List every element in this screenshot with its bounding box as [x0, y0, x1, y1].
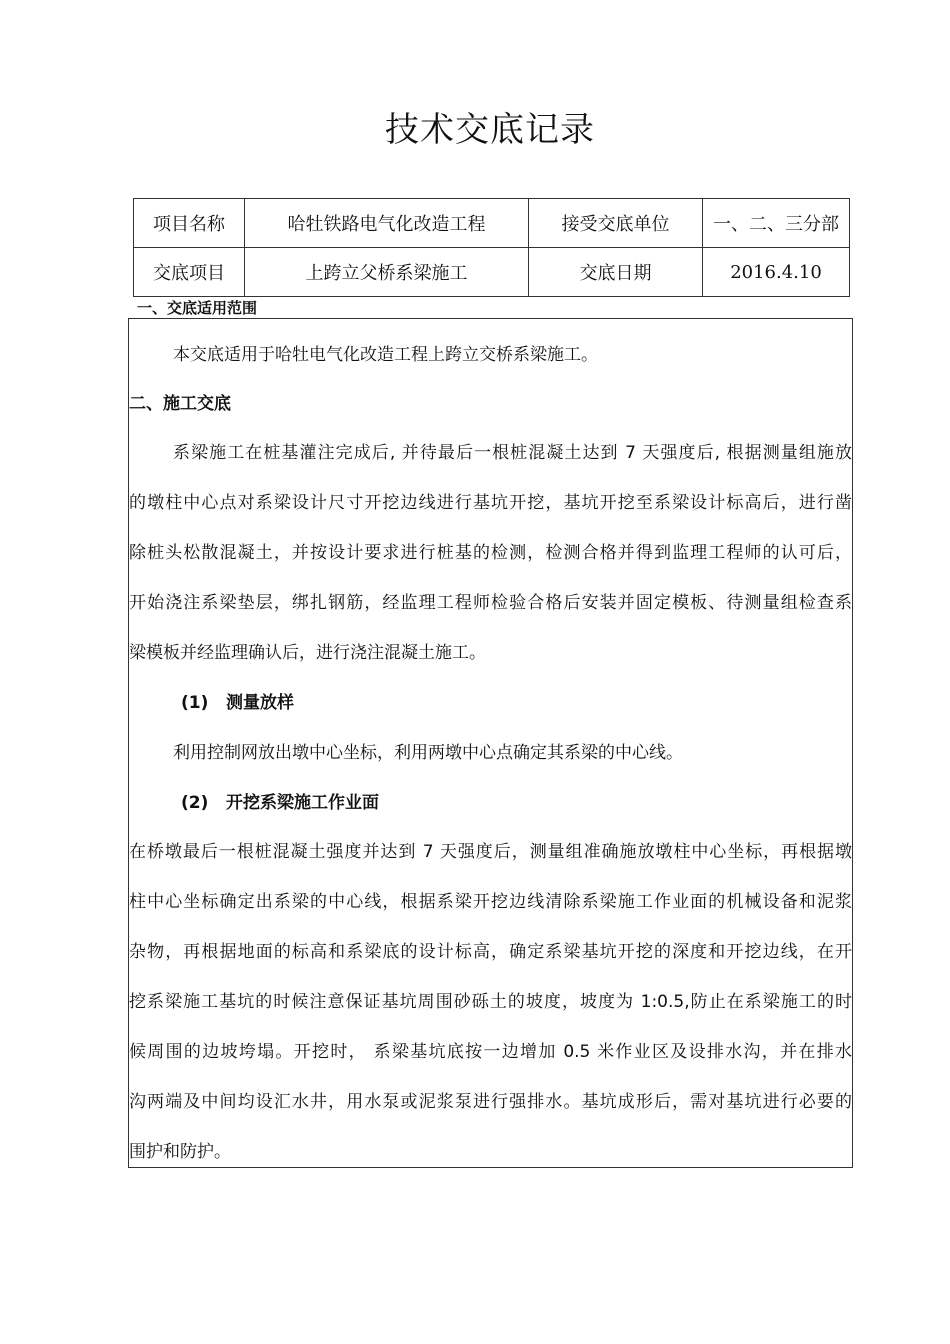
paragraph-line: 梁模板并经监理确认后，进行浇注混凝土施工。: [129, 643, 486, 663]
table-cell: 接受交底单位: [529, 199, 703, 248]
paragraph-survey: 利用控制网放出墩中心坐标，利用两墩中心点确定其系梁的中心线。: [173, 743, 683, 763]
table-cell: 哈牡铁路电气化改造工程: [245, 199, 529, 248]
paragraph-line: 沟两端及中间均设汇水井，用水泵或泥浆泵进行强排水。基坑成形后，需对基坑进行必要的: [129, 1092, 852, 1112]
paragraph-line: 柱中心坐标确定出系梁的中心线，根据系梁开挖边线清除系梁施工作业面的机械设备和泥浆: [129, 892, 852, 912]
paragraph-line: 开始浇注系梁垫层，绑扎钢筋，经监理工程师检验合格后安装并固定模板、待测量组检查系: [129, 593, 852, 613]
paragraph-line: 系梁施工在桩基灌注完成后, 并待最后一根桩混凝土达到 7 天强度后, 根据测量组施放: [173, 443, 852, 463]
paragraph-line: 候周围的边坡垮塌。开挖时， 系梁基坑底按一边增加 0.5 米作业区及设排水沟，并在排水: [129, 1042, 852, 1062]
paragraph-line: 挖系梁施工基坑的时候注意保证基坑周围砂砾土的坡度，坡度为 1:0.5,防止在系梁施工的时: [129, 992, 852, 1012]
table-cell: 一、二、三分部: [703, 199, 850, 248]
table-row: [134, 248, 850, 297]
document-title: 技术交底记录: [385, 110, 595, 150]
paragraph-line: 围护和防护。: [129, 1142, 231, 1162]
table-cell: 交底项目: [134, 248, 245, 297]
paragraph-line: 在桥墩最后一根桩混凝土强度并达到 7 天强度后，测量组准确施放墩柱中心坐标，再根据墩: [129, 842, 852, 862]
table-cell: 2016.4.10: [703, 248, 850, 297]
subsection-number: (1): [181, 693, 209, 713]
subsection-heading-excavation: 开挖系梁施工作业面: [226, 793, 379, 813]
paragraph-line: 杂物，再根据地面的标高和系梁底的设计标高，确定系梁基坑开挖的深度和开挖边线，在开: [129, 942, 852, 962]
paragraph-scope: 本交底适用于哈牡电气化改造工程上跨立交桥系梁施工。: [173, 345, 598, 365]
subsection-heading-survey: 测量放样: [226, 693, 294, 713]
table-cell: 交底日期: [529, 248, 703, 297]
table-cell: 项目名称: [134, 199, 245, 248]
project-info-table: [133, 198, 850, 297]
table-cell: 上跨立父桥系梁施工: [245, 248, 529, 297]
table-row: [134, 199, 850, 248]
content-box: [128, 318, 853, 1168]
paragraph-line: 的墩柱中心点对系梁设计尺寸开挖边线进行基坑开挖，基坑开挖至系梁设计标高后，进行凿: [129, 493, 852, 513]
section-heading-construction: 二、施工交底: [129, 394, 231, 414]
section-heading-scope: 一、交底适用范围: [137, 299, 258, 317]
subsection-number: (2): [181, 793, 209, 813]
paragraph-line: 除桩头松散混凝土，并按设计要求进行桩基的检测，检测合格并得到监理工程师的认可后，: [129, 543, 852, 563]
